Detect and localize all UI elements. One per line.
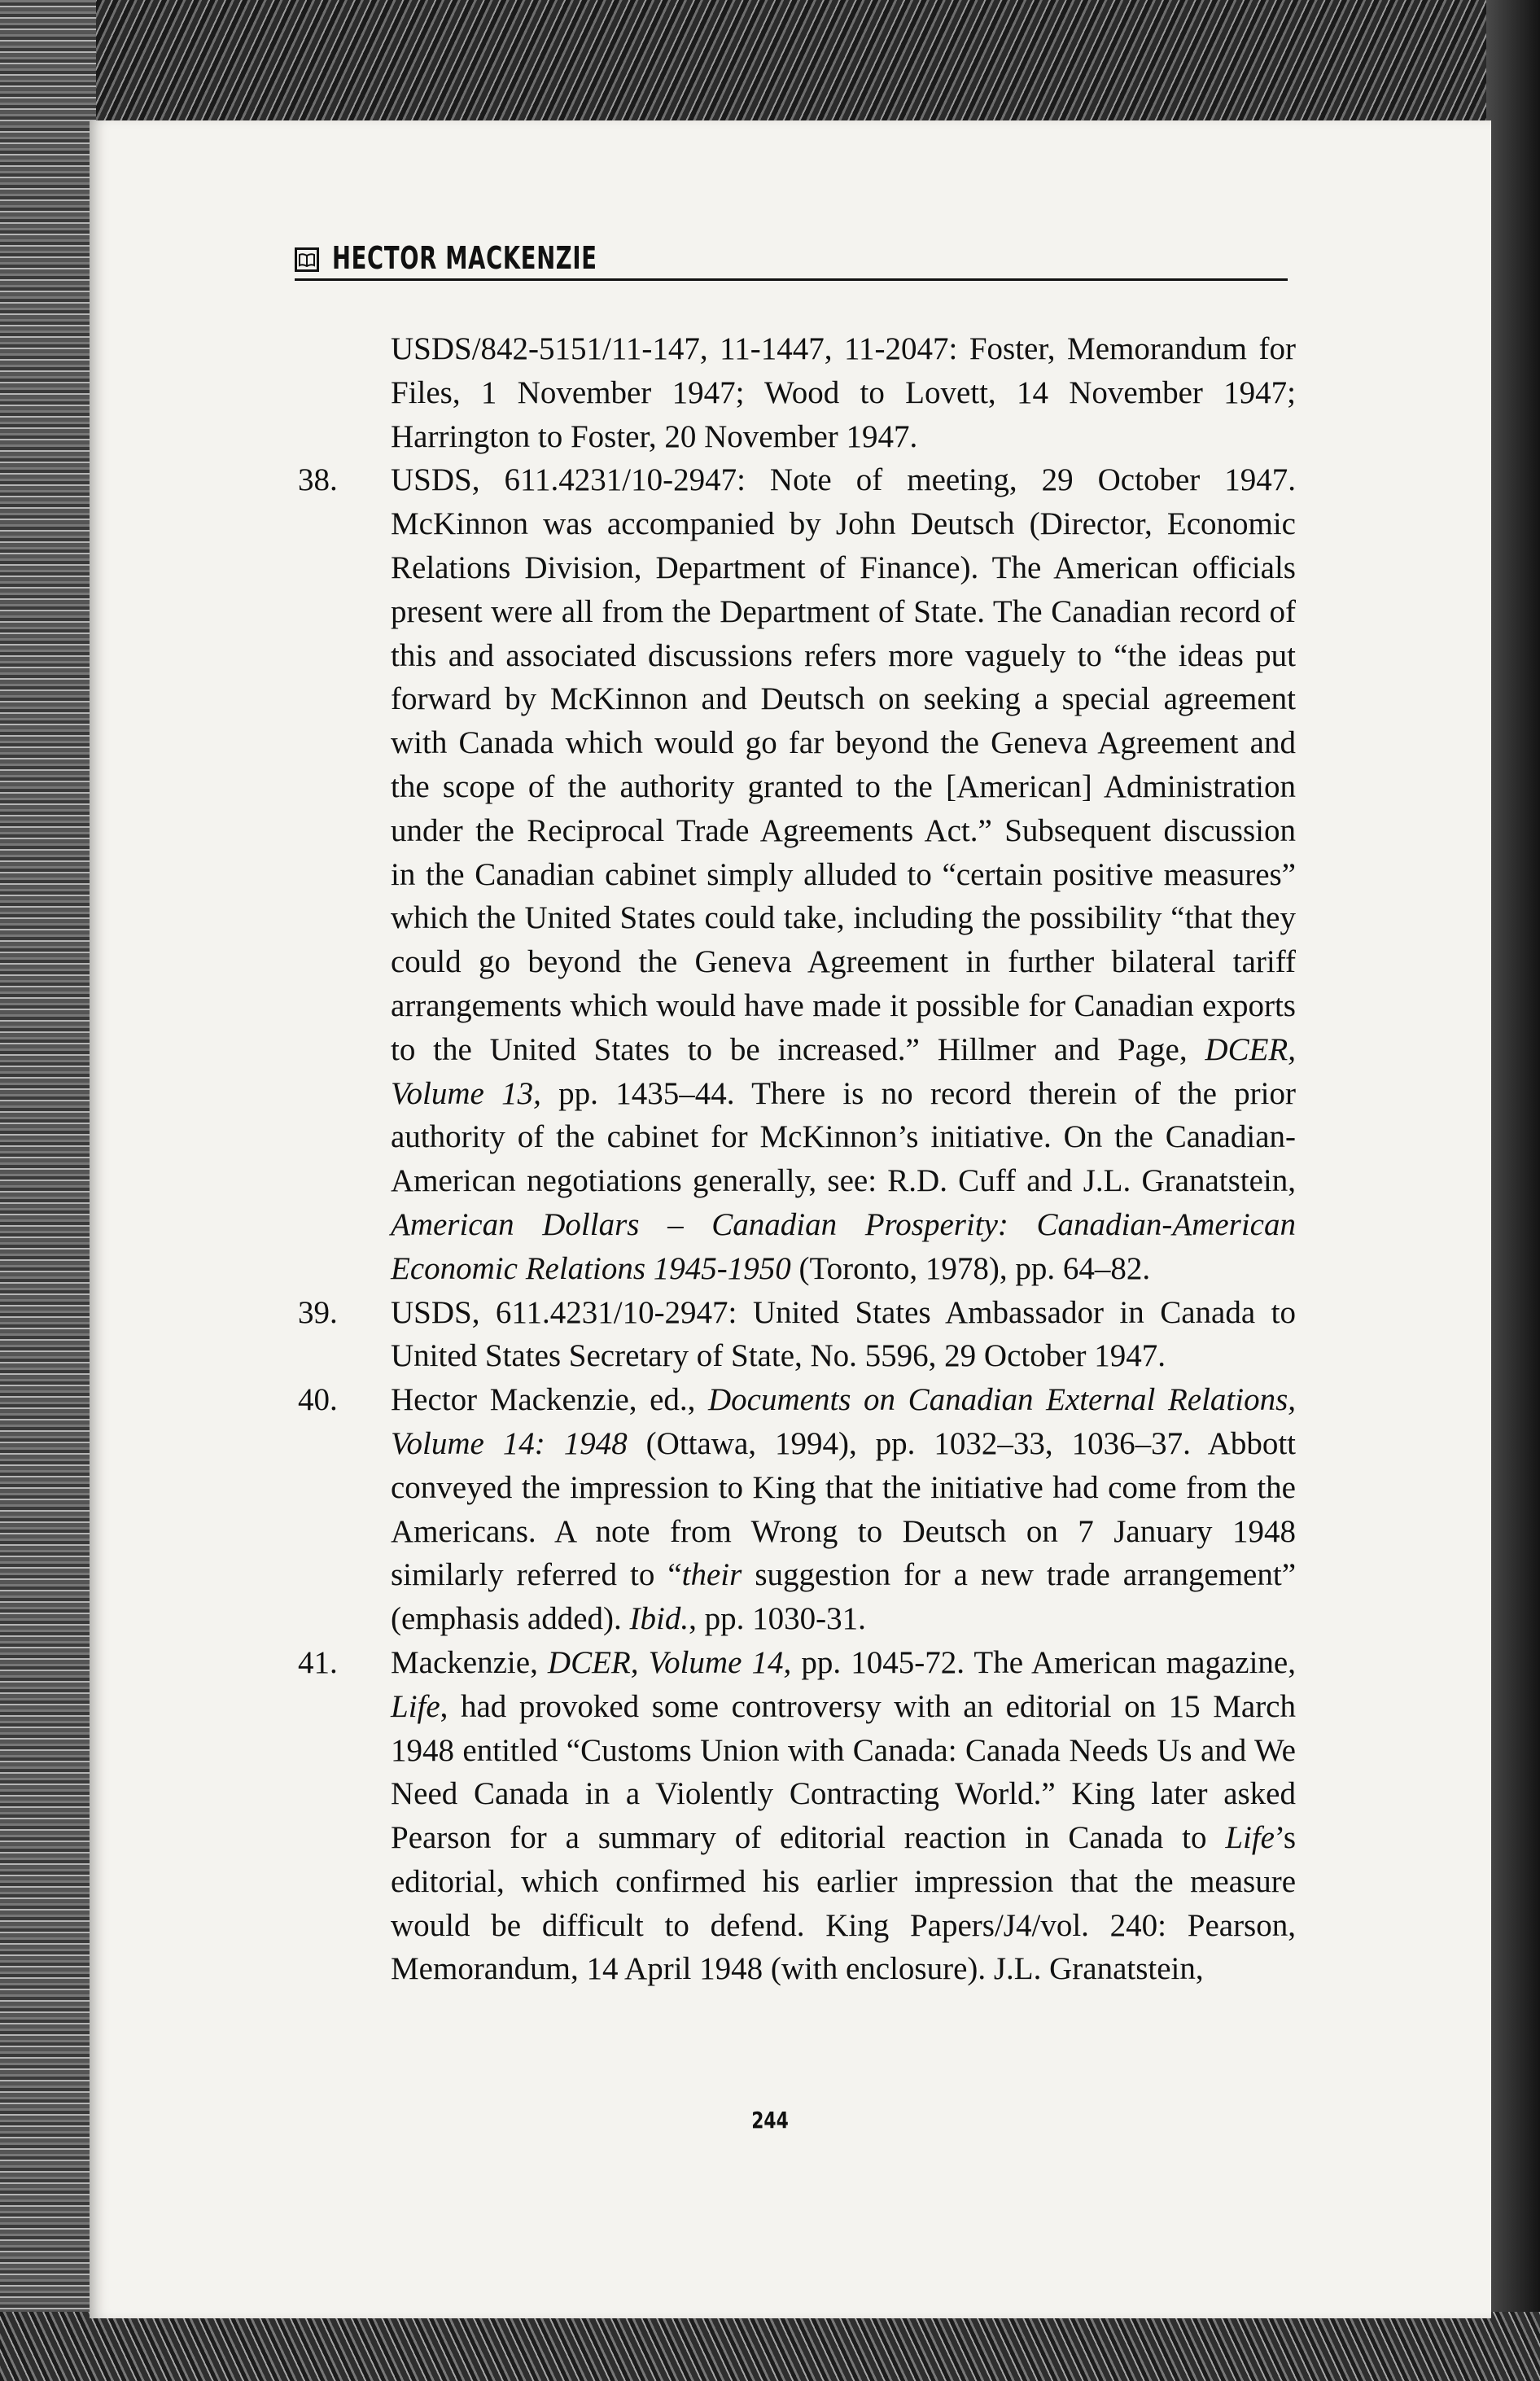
endnote — [298, 458, 1296, 1290]
endnote-continuation — [298, 327, 1296, 458]
scan-border-right — [1486, 0, 1540, 2381]
endnote-text — [391, 1378, 1296, 1641]
endnote-number: 40. — [298, 1382, 338, 1418]
endnote-number: 41. — [298, 1644, 338, 1680]
scan-border-left — [0, 0, 96, 2381]
scan-border-top — [0, 0, 1540, 122]
endnote-italic-text: Life — [1225, 1820, 1275, 1856]
endnote — [298, 1641, 1296, 1991]
scan-border-bottom — [0, 2312, 1540, 2381]
endnote-italic-text: DCER, Volume 13, — [391, 1031, 1296, 1111]
endnote-italic-text: DCER, Volume 14, — [547, 1644, 792, 1680]
endnote-text-run: (Ottawa, 1994), pp. 1032–33, 1036–37. Abbott conveyed the impression to King that the initiative had come from the Americans. A note from Wrong to Deutsch on 7 January 1948 similarly referred to “ — [391, 1425, 1296, 1593]
endnote-text-run: suggestion for a new trade arrangement” (emphasis added). — [391, 1557, 1296, 1637]
endnote-text-run: pp. 1435–44. There is no record therein of the prior authority of the cabinet for McKinnon’s initiative. On the Canadian-American negotiations generally, see: R.D. Cuff and J.L. Granatstein, — [391, 1075, 1296, 1199]
page-number: 244 — [751, 2107, 789, 2134]
endnote-text-run: (Toronto, 1978), pp. 64–82. — [790, 1250, 1151, 1286]
endnote-italic-text: American Dollars – Canadian Prosperity: Canadian-American Economic Relations 1945-1950 — [391, 1206, 1296, 1286]
endnote-text-run: Mackenzie, — [391, 1644, 548, 1680]
endnote — [298, 1291, 1296, 1379]
running-head-author: HECTOR MACKENZIE — [332, 240, 597, 276]
endnote-number: 38. — [298, 462, 338, 498]
endnote-italic-text: Documents on Canadian External Relations, Volume 14: 1948 — [391, 1382, 1297, 1461]
endnote-italic-text: Life — [391, 1688, 440, 1724]
endnote-text-run: , pp. 1030-31. — [689, 1601, 866, 1637]
endnote-text — [391, 327, 1296, 458]
endnotes-list — [298, 327, 1296, 1991]
endnote-text-run: USDS, 611.4231/10-2947: United States Ambassador in Canada to United States Secretary of State, No. 5596, 29 October 1947. — [391, 1294, 1296, 1374]
endnote-text-run: Hector Mackenzie, ed., — [391, 1382, 708, 1418]
running-head — [295, 236, 1288, 281]
book-ornament-icon — [295, 247, 319, 272]
endnote-number: 39. — [298, 1294, 338, 1330]
endnote-text-run: pp. 1045-72. The American magazine, — [791, 1644, 1296, 1680]
endnote-italic-text: Ibid. — [629, 1601, 689, 1637]
endnote-text — [391, 1291, 1296, 1379]
endnote-text-run: , had provoked some controversy with an editorial on 15 March 1948 entitled “Customs Union with Canada: Canada Needs Us and We Need Canada in a Violently Contracting World.” King later asked Pearson for a summary of editorial reaction in Canada to — [391, 1688, 1296, 1856]
endnote-text-run: USDS/842-5151/11-147, 11-1447, 11-2047: Foster, Memorandum for Files, 1 November 1947; Wood to Lovett, 14 November 1947; Harrington to Foster, 20 November 1947. — [391, 331, 1296, 454]
endnote-text-run: ’s editorial, which confirmed his earlier impression that the measure would be difficult to defend. King Papers/J4/vol. 240: Pearson, Memorandum, 14 April 1948 (with enclosure). J.L. Granatstein, — [391, 1820, 1296, 1987]
endnote-text-run: USDS, 611.4231/10-2947: Note of meeting, 29 October 1947. McKinnon was accompanied by John Deutsch (Director, Economic Relations Division, Department of Finance). The American officials present were all from the Department of State. The Canadian record of this and associated discussions refers more vaguely to “the ideas put forward by McKinnon and Deutsch on seeking a special agreement with Canada which would go far beyond the Geneva Agreement and the scope of the authority granted to the [American] Administration under the Reciprocal Trade Agreements Act.” Subsequent discussion in the Canadian cabinet simply alluded to “certain positive measures” which the United States could take, including the possibility “that they could go beyond the Geneva Agreement in further bilateral tariff arrangements which would have made it possible for Canadian exports to the United States to be increased.” Hillmer and Page, — [391, 462, 1296, 1067]
endnote-text — [391, 458, 1296, 1290]
endnote — [298, 1378, 1296, 1641]
endnote-text — [391, 1641, 1296, 1991]
endnote-italic-text: their — [681, 1557, 742, 1593]
